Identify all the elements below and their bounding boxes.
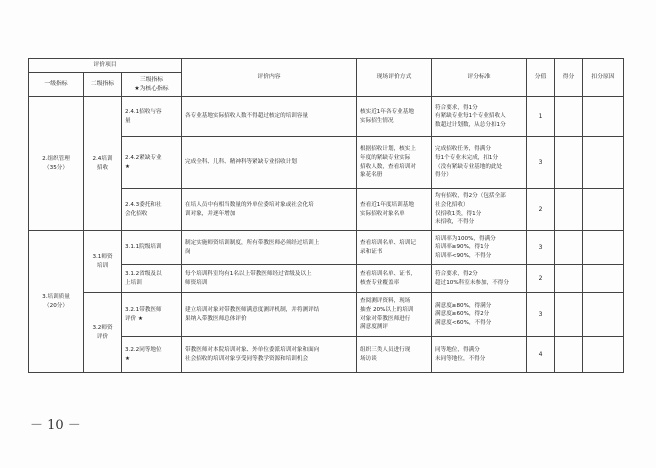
got-cell (555, 137, 583, 189)
content-cell: 各专业基地实际招收人数不得超过核定的培训容量 (182, 97, 357, 137)
standard-cell: 满意度≥80%，得满分 满意度≥60%，得2分 满意度<60%，不得分 (432, 293, 527, 337)
table-row (29, 293, 624, 337)
got-cell (555, 337, 583, 373)
content-cell: 制定实施师资培训制度，所有带教医师必须经过培训上 岗 (182, 231, 357, 265)
method-cell: 查阅测评资料，现场 抽查 20%以上的培训 对象对带教医师进行 满意度测评 (357, 293, 432, 337)
level3-cell: 2.4.2紧缺专业 ★ (122, 137, 182, 189)
deduct-cell (583, 337, 624, 373)
deduct-cell (583, 265, 624, 293)
level2-cell: 2.4培训 招收 (84, 97, 122, 231)
deduct-cell (583, 189, 624, 231)
method-cell: 组织三类人员进行现 场访谈 (357, 337, 432, 373)
header-method: 现场评价方式 (357, 59, 432, 97)
score-cell: 3 (527, 231, 555, 265)
standard-cell: 符合要求，得2分 超过10%科室未参加，不得分 (432, 265, 527, 293)
content-cell: 在培人员中有相当数量的外单位委培对象或社会化培 训对象，并逐年增加 (182, 189, 357, 231)
header-eval-item: 评价项目 (29, 59, 182, 73)
level1-cell: 2.组织管理 （35分） (29, 97, 84, 231)
standard-cell: 均有招收，得2分（包括全部 社会化招收） 仅招收1类，得1分 未招收，不得分 (432, 189, 527, 231)
got-cell (555, 189, 583, 231)
level3-cell: 3.1.2省级及以 上培训 (122, 265, 182, 293)
deduct-cell (583, 231, 624, 265)
level3-cell: 3.2.1带教医师 评价 ★ (122, 293, 182, 337)
method-cell: 查看培训名单、培训记 录和证书 (357, 231, 432, 265)
header-standard: 评分标准 (432, 59, 527, 97)
standard-cell: 同等地位，得满分 未同等地位，不得分 (432, 337, 527, 373)
content-cell: 每个培训科室均有1名以上带教医师经过省级及以上 师资培训 (182, 265, 357, 293)
level3-cell: 3.2.2同等地位 ★ (122, 337, 182, 373)
method-cell: 根据招收计划，核实上 年度的紧缺专业实际 招收人数，查看培训对 象花名册 (357, 137, 432, 189)
standard-cell: 符合要求，得1分 有紧缺专业每1个专业招收人 数超过计划数，从总分扣1分 (432, 97, 527, 137)
content-cell: 建立培训对象对带教医师满意度测评机制，并将测评结 果纳入带教医师总体评价 (182, 293, 357, 337)
header-level1: 一级指标 (29, 73, 84, 97)
method-cell: 查看近1年度培训基地 实际招收对象名单 (357, 189, 432, 231)
evaluation-table (28, 58, 624, 373)
table-row (29, 97, 624, 137)
header-deduct: 扣分原因 (583, 59, 624, 97)
header-got: 得分 (555, 59, 583, 97)
level3-cell: 2.4.1招收与容 量 (122, 97, 182, 137)
level3-cell: 2.4.3委托和社 会化招收 (122, 189, 182, 231)
standard-cell: 培训率为100%，得满分 培训率≥90%，得1分 培训率<90%，不得分 (432, 231, 527, 265)
score-cell: 3 (527, 137, 555, 189)
standard-cell: 完成招收任务，得满分 每1个专业未完成，扣1分 （没有紧缺专业基地的此处 得分） (432, 137, 527, 189)
header-level2: 二级指标 (84, 73, 122, 97)
method-cell: 核实近1年各专业基地 实际招生情况 (357, 97, 432, 137)
got-cell (555, 231, 583, 265)
content-cell: 完成全科、儿科、精神科等紧缺专业招收计划 (182, 137, 357, 189)
method-cell: 查看培训名单、证书， 核查专业覆盖率 (357, 265, 432, 293)
level3-cell: 3.1.1院级培训 (122, 231, 182, 265)
header-content: 评价内容 (182, 59, 357, 97)
level2-cell: 3.1师资 培训 (84, 231, 122, 293)
score-cell: 3 (527, 293, 555, 337)
got-cell (555, 97, 583, 137)
level1-cell: 3.培训质量 （20分） (29, 231, 84, 373)
content-cell: 带教医师对本院培训对象、外单位委派培训对象和面向 社会招收的培训对象享受同等教学资源和培训机会 (182, 337, 357, 373)
page-number: － 10 － (30, 418, 81, 433)
header-level3: 三级指标 ★为核心指标 (122, 73, 182, 97)
deduct-cell (583, 293, 624, 337)
score-cell: 2 (527, 189, 555, 231)
header-score: 分值 (527, 59, 555, 97)
table-row (29, 231, 624, 265)
level2-cell: 3.2师资 评价 (84, 293, 122, 373)
got-cell (555, 265, 583, 293)
score-cell: 2 (527, 265, 555, 293)
deduct-cell (583, 97, 624, 137)
got-cell (555, 293, 583, 337)
score-cell: 1 (527, 97, 555, 137)
deduct-cell (583, 137, 624, 189)
score-cell: 4 (527, 337, 555, 373)
